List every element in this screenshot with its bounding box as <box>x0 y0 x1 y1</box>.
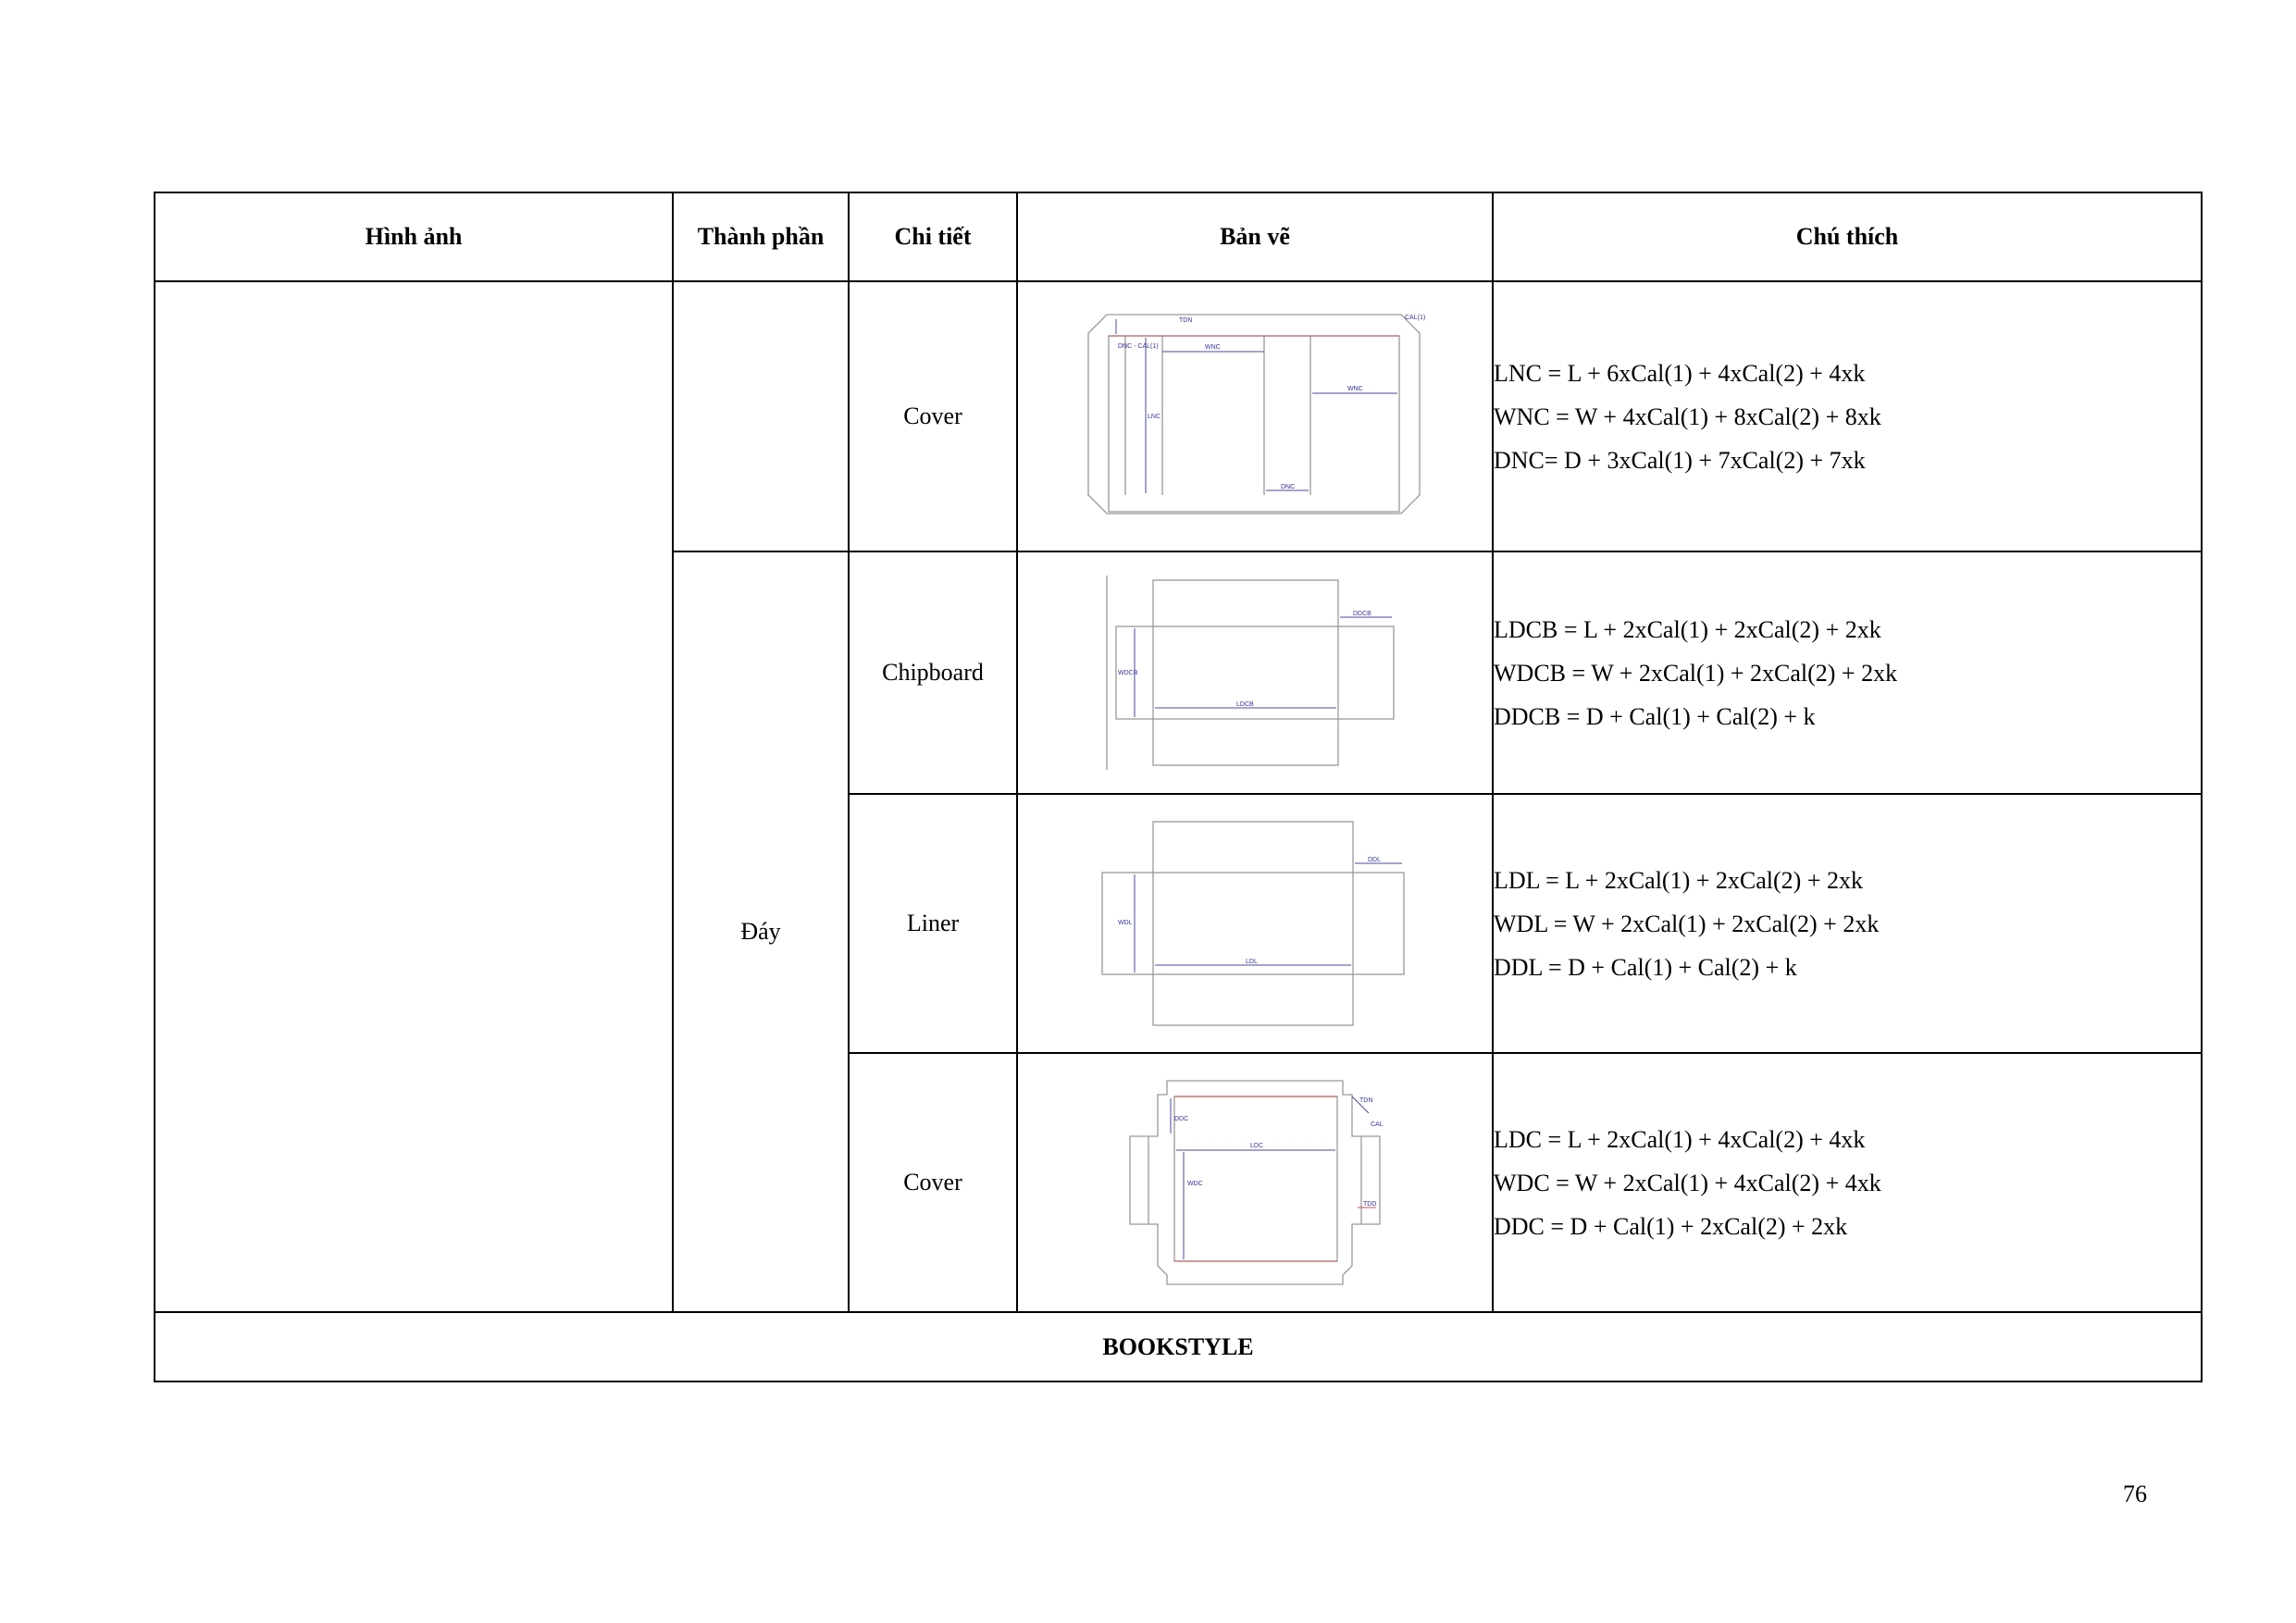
header-notes: Chú thích <box>1493 192 2202 281</box>
formula-line: WDC = W + 2xCal(1) + 4xCal(2) + 4xk <box>1494 1169 1881 1196</box>
notes-cell <box>1493 551 2202 794</box>
header-detail: Chi tiết <box>849 192 1017 281</box>
drawing-label: DDC <box>1174 1116 1189 1122</box>
drawing-cell <box>1017 281 1493 551</box>
drawing-label: DDCB <box>1353 611 1371 617</box>
drawing-label: LDC <box>1250 1143 1264 1149</box>
drawing-cell <box>1017 794 1493 1053</box>
drawing-label: CAL <box>1371 1121 1384 1128</box>
formula-line: LNC = L + 6xCal(1) + 4xCal(2) + 4xk <box>1494 359 1866 387</box>
detail-cell: Chipboard <box>849 551 1017 794</box>
drawing-label: LNC <box>1148 414 1161 420</box>
formula-line: WNC = W + 4xCal(1) + 8xCal(2) + 8xk <box>1494 403 1881 430</box>
drawing-label: WNC <box>1205 344 1221 351</box>
drawing-label: DNC - CAL(1) <box>1118 343 1159 350</box>
drawing-label: TDN <box>1179 317 1193 324</box>
cover-base-drawing <box>1102 1076 1408 1289</box>
drawing-label: LDL <box>1246 959 1258 965</box>
formula-line: LDC = L + 2xCal(1) + 4xCal(2) + 4xk <box>1494 1125 1866 1153</box>
footer-row <box>155 1312 2202 1381</box>
detail-cell: Cover <box>849 1053 1017 1312</box>
header-drawing: Bản vẽ <box>1017 192 1493 281</box>
drawing-label: DNC <box>1281 484 1296 490</box>
notes-cell <box>1493 794 2202 1053</box>
drawing-label: CAL(1) <box>1405 315 1426 321</box>
cover-lid-drawing <box>1070 301 1440 532</box>
drawing-label: TDN <box>1359 1097 1373 1104</box>
detail-cell: Cover <box>849 281 1017 551</box>
drawing-cell <box>1017 551 1493 794</box>
formula-line: DDL = D + Cal(1) + Cal(2) + k <box>1494 953 1797 981</box>
spec-table <box>154 192 2203 1382</box>
detail-cell: Liner <box>849 794 1017 1053</box>
header-component: Thành phần <box>673 192 849 281</box>
formula-line: DNC= D + 3xCal(1) + 7xCal(2) + 7xk <box>1494 446 1866 474</box>
component-cell <box>673 281 849 551</box>
formula-line: WDL = W + 2xCal(1) + 2xCal(2) + 2xk <box>1494 910 1880 937</box>
chipboard-drawing <box>1098 571 1412 774</box>
formula-line: WDCB = W + 2xCal(1) + 2xCal(2) + 2xk <box>1494 659 1898 687</box>
drawing-label: WDC <box>1187 1181 1203 1187</box>
drawing-label: WDL <box>1118 920 1133 926</box>
table-footer: BOOKSTYLE <box>155 1312 2202 1381</box>
notes-cell <box>1493 1053 2202 1312</box>
drawing-label: DDL <box>1368 857 1382 863</box>
table-row <box>155 281 2202 551</box>
formula-line: DDC = D + Cal(1) + 2xCal(2) + 2xk <box>1494 1212 1848 1240</box>
header-row <box>155 192 2202 281</box>
formula-line: DDCB = D + Cal(1) + Cal(2) + k <box>1494 702 1816 730</box>
formula-line: LDL = L + 2xCal(1) + 2xCal(2) + 2xk <box>1494 866 1863 894</box>
drawing-label: WNC <box>1347 386 1363 392</box>
drawing-cell <box>1017 1053 1493 1312</box>
drawing-label: TDD <box>1363 1201 1377 1208</box>
formula-line: LDCB = L + 2xCal(1) + 2xCal(2) + 2xk <box>1494 615 1881 643</box>
drawing-label: LDCB <box>1236 701 1254 708</box>
notes-cell <box>1493 281 2202 551</box>
drawing-label: WDCB <box>1118 670 1138 676</box>
header-image: Hình ảnh <box>155 192 673 281</box>
liner-drawing <box>1098 817 1412 1030</box>
component-cell: Đáy <box>673 551 849 1312</box>
image-cell <box>155 281 673 1312</box>
page-number: 76 <box>2123 1481 2147 1507</box>
